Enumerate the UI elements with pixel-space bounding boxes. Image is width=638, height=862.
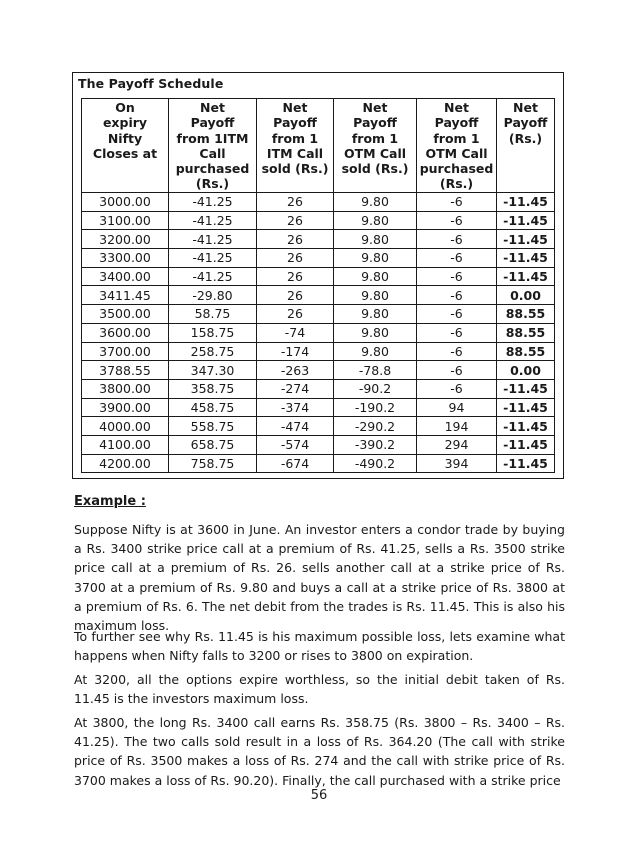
table-cell: -190.2	[334, 398, 417, 417]
column-header-line: Net	[362, 100, 388, 115]
column-header	[257, 99, 334, 193]
table-cell: 3700.00	[82, 342, 169, 361]
table-row	[82, 193, 555, 212]
net-payoff-cell: -11.45	[497, 435, 555, 454]
table-cell: -6	[417, 323, 497, 342]
table-cell: -674	[257, 454, 334, 473]
column-header-line: Net	[444, 100, 469, 115]
net-payoff-cell: -11.45	[497, 230, 555, 249]
table-cell: -78.8	[334, 361, 417, 380]
table-cell: -374	[257, 398, 334, 417]
table-row	[82, 454, 555, 473]
table-cell: -6	[417, 211, 497, 230]
table-cell: -41.25	[169, 193, 257, 212]
paragraph-at-3200: At 3200, all the options expire worthless, so the initial debit taken of Rs. 11.45 is the investors maximum loss.	[74, 672, 565, 707]
table-row	[82, 211, 555, 230]
table-cell: 458.75	[169, 398, 257, 417]
table-cell: -390.2	[334, 435, 417, 454]
table-cell: -6	[417, 379, 497, 398]
net-payoff-cell: -11.45	[497, 193, 555, 212]
table-cell: 347.30	[169, 361, 257, 380]
table-cell: -41.25	[169, 249, 257, 268]
net-payoff-cell: 0.00	[497, 361, 555, 380]
table-cell: 9.80	[334, 249, 417, 268]
column-header-line: On	[115, 100, 135, 115]
net-payoff-cell: 0.00	[497, 286, 555, 305]
table-row	[82, 267, 555, 286]
table-cell: 9.80	[334, 286, 417, 305]
table-row	[82, 230, 555, 249]
column-header-line: Payoff	[190, 115, 235, 131]
column-header-line: (Rs.)	[439, 176, 474, 192]
table-cell: -6	[417, 249, 497, 268]
table-cell: 158.75	[169, 323, 257, 342]
column-header-line: ITM Call	[266, 145, 324, 161]
column-header-line: Payoff	[434, 115, 479, 131]
table-cell: 3200.00	[82, 230, 169, 249]
table-cell: -6	[417, 305, 497, 324]
table-cell: -274	[257, 379, 334, 398]
net-payoff-cell: 88.55	[497, 323, 555, 342]
net-payoff-cell: -11.45	[497, 398, 555, 417]
table-cell: -6	[417, 286, 497, 305]
table-cell: 9.80	[334, 342, 417, 361]
net-payoff-cell: -11.45	[497, 379, 555, 398]
column-header	[82, 99, 169, 193]
table-cell: -6	[417, 361, 497, 380]
table-cell: -41.25	[169, 230, 257, 249]
table-cell: 3400.00	[82, 267, 169, 286]
table-row	[82, 323, 555, 342]
table-cell: 758.75	[169, 454, 257, 473]
net-payoff-cell: -11.45	[497, 454, 555, 473]
table-cell: 3500.00	[82, 305, 169, 324]
table-cell: 4000.00	[82, 417, 169, 436]
table-cell: 9.80	[334, 211, 417, 230]
table-cell: -41.25	[169, 211, 257, 230]
column-header-line: Net	[282, 100, 308, 115]
table-cell: 26	[257, 305, 334, 324]
column-header	[497, 99, 555, 193]
column-header-line: Call	[199, 145, 226, 161]
payoff-table	[81, 98, 555, 473]
column-header-line: Payoff	[273, 115, 317, 131]
table-cell: -174	[257, 342, 334, 361]
table-row	[82, 361, 555, 380]
table-cell: 558.75	[169, 417, 257, 436]
net-payoff-cell: 88.55	[497, 342, 555, 361]
column-header-line: (Rs.)	[195, 176, 230, 192]
column-header-line: from 1	[271, 130, 319, 146]
table-cell: 9.80	[334, 193, 417, 212]
table-cell: 294	[417, 435, 497, 454]
table-cell: 26	[257, 286, 334, 305]
table-cell: 394	[417, 454, 497, 473]
table-cell: 3300.00	[82, 249, 169, 268]
column-header-line: expiry	[102, 115, 148, 131]
table-cell: 3800.00	[82, 379, 169, 398]
column-header-line: from 1	[433, 130, 480, 146]
table-cell: 3600.00	[82, 323, 169, 342]
table-cell: -6	[417, 267, 497, 286]
table-cell: 58.75	[169, 305, 257, 324]
column-header	[169, 99, 257, 193]
paragraph-max-loss: To further see why Rs. 11.45 is his maximum possible loss, lets examine what happens when Nifty falls to 3200 or rises to 3800 on expiration.	[74, 629, 565, 664]
table-cell: 358.75	[169, 379, 257, 398]
table-cell: -490.2	[334, 454, 417, 473]
table-cell: 658.75	[169, 435, 257, 454]
table-cell: -29.80	[169, 286, 257, 305]
column-header-line: from 1ITM	[176, 130, 249, 146]
table-cell: 4100.00	[82, 435, 169, 454]
column-header-line: sold (Rs.)	[261, 161, 329, 177]
payoff-schedule-box	[72, 72, 564, 479]
table-row	[82, 417, 555, 436]
table-row	[82, 435, 555, 454]
table-body	[82, 193, 555, 473]
column-header	[417, 99, 497, 193]
column-header	[334, 99, 417, 193]
net-payoff-cell: -11.45	[497, 249, 555, 268]
table-cell: -74	[257, 323, 334, 342]
net-payoff-cell: -11.45	[497, 267, 555, 286]
table-cell: 26	[257, 193, 334, 212]
net-payoff-cell: 88.55	[497, 305, 555, 324]
table-cell: -474	[257, 417, 334, 436]
table-cell: 3788.55	[82, 361, 169, 380]
net-payoff-cell: -11.45	[497, 211, 555, 230]
column-header-line: purchased	[175, 161, 250, 177]
table-cell: -574	[257, 435, 334, 454]
table-row	[82, 379, 555, 398]
column-header-line: Nifty	[107, 130, 143, 146]
column-header-line: (Rs.)	[508, 130, 543, 146]
page-number: 56	[310, 788, 328, 803]
table-cell: 3900.00	[82, 398, 169, 417]
table-cell: 9.80	[334, 323, 417, 342]
payoff-schedule-title: The Payoff Schedule	[78, 76, 224, 91]
paragraph-condor-setup: Suppose Nifty is at 3600 in June. An investor enters a condor trade by buying a Rs. 3400 strike price call at a premium of Rs. 41.25, sells a Rs. 3500 strike price call at a premium of Rs. 26. sells another call at a strike price of Rs. 3700 at a premium of Rs. 9.80 and buys a call at a strike price of Rs. 3800 at a premium of Rs. 6. The net debit from the trades is Rs. 11.45. This is also his maximum loss.	[74, 522, 565, 634]
column-header-line: OTM Call	[425, 145, 488, 161]
table-cell: 3000.00	[82, 193, 169, 212]
net-payoff-cell: -11.45	[497, 417, 555, 436]
paragraph-at-3800: At 3800, the long Rs. 3400 call earns Rs. 358.75 (Rs. 3800 – Rs. 3400 – Rs. 41.25). The two calls sold result in a loss of Rs. 364.20 (The call with strike price of Rs. 3500 makes a loss of Rs. 274 and the call with strike price of Rs. 3700 makes a loss of Rs. 90.20). Finally, the call purchased with a strike price	[74, 715, 565, 788]
column-header-line: Net	[513, 100, 538, 115]
column-header-line: Payoff	[353, 115, 397, 131]
column-header-line: Closes at	[92, 145, 158, 161]
column-header-line: purchased	[419, 161, 494, 177]
table-cell: 26	[257, 267, 334, 286]
table-cell: 258.75	[169, 342, 257, 361]
table-cell: -290.2	[334, 417, 417, 436]
column-header-line: sold (Rs.)	[341, 161, 409, 177]
table-cell: -90.2	[334, 379, 417, 398]
table-row	[82, 342, 555, 361]
table-row	[82, 249, 555, 268]
column-header-line: from 1	[351, 130, 399, 146]
table-cell: 3411.45	[82, 286, 169, 305]
table-row	[82, 398, 555, 417]
table-cell: -6	[417, 230, 497, 249]
table-row	[82, 305, 555, 324]
example-heading: Example :	[74, 494, 146, 509]
column-header-line: OTM Call	[343, 145, 407, 161]
table-cell: 9.80	[334, 267, 417, 286]
table-cell: -6	[417, 342, 497, 361]
table-row	[82, 286, 555, 305]
table-cell: 94	[417, 398, 497, 417]
column-header-line: Net	[200, 100, 225, 115]
table-cell: 26	[257, 211, 334, 230]
table-cell: 9.80	[334, 230, 417, 249]
table-header-row	[82, 99, 555, 193]
table-cell: 26	[257, 249, 334, 268]
table-cell: 26	[257, 230, 334, 249]
column-header-line: Payoff	[503, 115, 548, 131]
table-cell: 4200.00	[82, 454, 169, 473]
table-cell: -41.25	[169, 267, 257, 286]
table-cell: 9.80	[334, 305, 417, 324]
table-cell: -263	[257, 361, 334, 380]
table-cell: 3100.00	[82, 211, 169, 230]
table-cell: 194	[417, 417, 497, 436]
table-cell: -6	[417, 193, 497, 212]
